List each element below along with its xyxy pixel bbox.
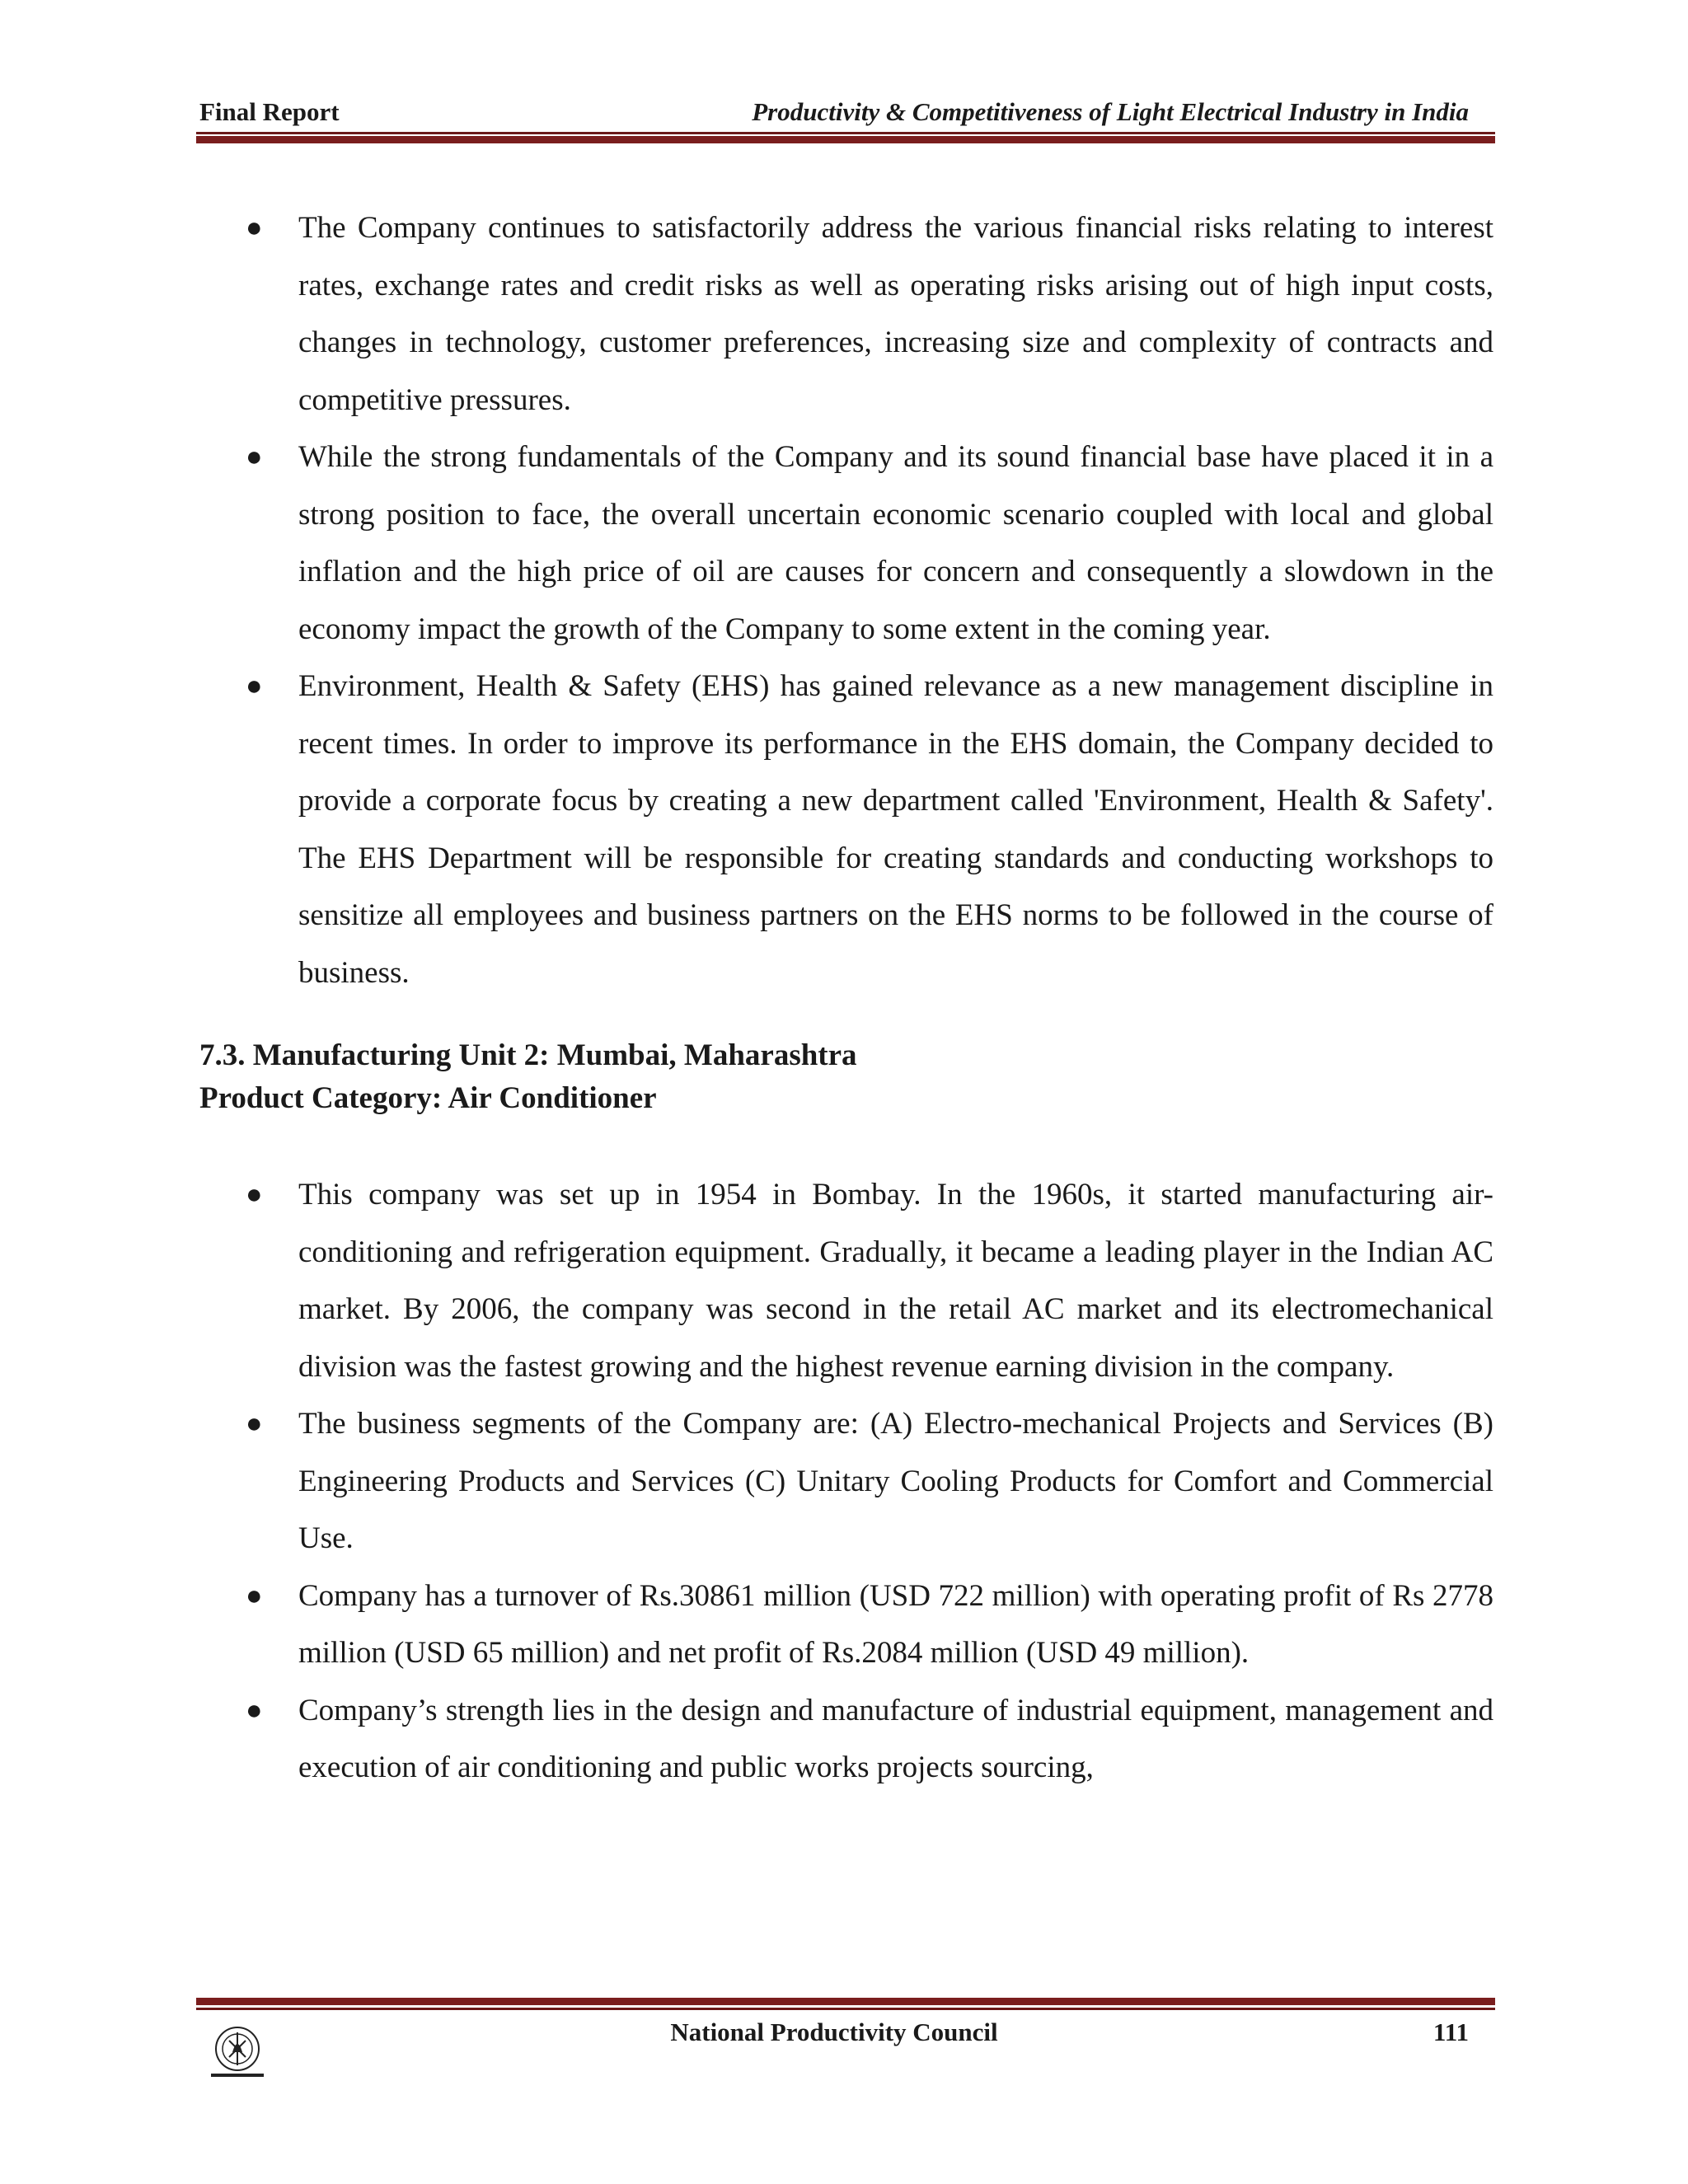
bullet-icon: ● — [246, 1694, 263, 1726]
header-report-label: Final Report — [199, 97, 340, 126]
list-item: ● While the strong fundamentals of the Company and its sound financial base have placed it in a strong position to face, the overall uncertain economic scenario coupled with local and global inflation and the high price of oil are causes for concern and consequently a slowdown in the economy impact the growth of the Company to some extent in the coming year. — [199, 429, 1493, 658]
section-bullets — [199, 1166, 1493, 1797]
page-header — [199, 97, 1469, 130]
footer-organization: National Productivity Council — [670, 2018, 998, 2046]
bullet-icon: ● — [246, 671, 263, 701]
bullet-icon: ● — [246, 1408, 263, 1439]
header-rule-thin — [196, 132, 1495, 134]
footer-rule-thin — [196, 2008, 1495, 2010]
list-item: ● This company was set up in 1954 in Bombay. In the 1960s, it started manufacturing air-conditioning and refrigeration equipment. Gradually, it became a leading player in the Indian AC market. By 2006, the company was second in the retail AC market and its electromechanical division was the fastest growing and the highest revenue earning division in the company. — [199, 1166, 1493, 1395]
page-number: 111 — [1432, 2018, 1469, 2046]
bullet-icon: ● — [246, 442, 263, 472]
footer-rule-thick — [196, 1998, 1495, 2005]
list-item: ● Company’s strength lies in the design and manufacture of industrial equipment, management and execution of air conditioning and public works projects sourcing, — [199, 1682, 1493, 1797]
section-heading — [199, 1034, 1493, 1120]
header-rule-thick — [196, 136, 1495, 143]
list-item: ● Company has a turnover of Rs.30861 million (USD 722 million) with operating profit of Rs 2778 million (USD 65 million) and net profit of Rs.2084 million (USD 49 million). — [199, 1568, 1493, 1682]
list-item: ● The business segments of the Company are: (A) Electro-mechanical Projects and Services (B) Engineering Products and Services (C) Unitary Cooling Products for Comfort and Commercial Use. — [199, 1395, 1493, 1568]
bullet-icon: ● — [246, 1580, 263, 1611]
list-item: ● The Company continues to satisfactorily address the various financial risks relating to interest rates, exchange rates and credit risks as well as operating risks arising out of high input costs, changes in technology, customer preferences, increasing size and complexity of contracts and competitive pressures. — [199, 199, 1493, 429]
bullet-icon: ● — [246, 1179, 263, 1210]
bullet-icon: ● — [246, 213, 263, 243]
section-title: 7.3. Manufacturing Unit 2: Mumbai, Maharashtra — [199, 1038, 857, 1072]
previous-section-bullets — [199, 199, 1493, 1001]
header-document-title: Productivity & Competitiveness of Light Electrical Industry in India — [752, 97, 1469, 126]
section-subtitle: Product Category: Air Conditioner — [199, 1081, 657, 1115]
page-body — [199, 199, 1493, 1797]
list-item: ● Environment, Health & Safety (EHS) has gained relevance as a new management discipline in recent times. In order to improve its performance in the EHS domain, the Company decided to provide a corporate focus by creating a new department called 'Environment, Health & Safety'. The EHS Department will be responsible for creating standards and conducting workshops to sensitize all employees and business partners on the EHS norms to be followed in the course of business. — [199, 658, 1493, 1001]
page-footer — [199, 2011, 1469, 2085]
